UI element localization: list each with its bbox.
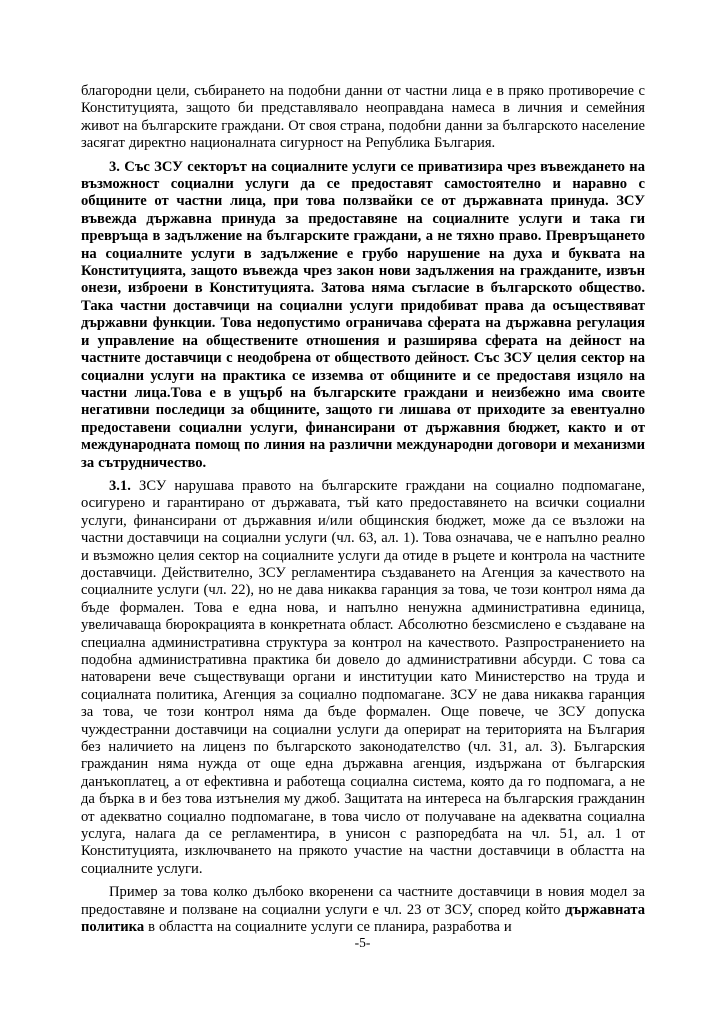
bold-phrase-state-policy: държавната политика (81, 901, 645, 936)
document-body (81, 83, 645, 943)
page-number: -5- (354, 935, 371, 950)
paragraph-text: ЗСУ нарушава правото на българските граждани на социално подпомагане, осигурено и гарантирано от държавата, тъй като предоставянето на всички социални услуги, финансирани от държавния и/или общинския бюджет, може да се възложи на частни доставчици на социални услуги (чл. 63, ал. 1). Това означава, че е напълно реално и възможно целия сектор на социалните услуги да отиде в ръцете и контрола на частните доставчици. Действително, ЗСУ регламентира създаването на Агенция за качеството на социалните услуги (чл. 22), но не дава никаква гаранция за това, че този контрол няма да бъде формален. Това е една нова, и напълно ненужна административна единица, увеличаваща бюрокрацията в конкретната област. Абсолютно безсмислено е създаване на специална административна структура за контрол на качеството. Разпространението на подобна административна практика би довело до административни абсурди. С това са натоварени вече съществуващи органи и институции като Министерство на труда и социалната политика, Агенция за социално подпомагане. ЗСУ не дава никаква гаранция за това, че този контрол няма да бъде формален. Още повече, че ЗСУ допуска чуждестранни доставчици на социални услуги да оперират на територията на България без наличието на лиценз по българското законодателство (чл. 31, ал. 3). Българския гражданин няма нужда от още една държавна агенция, издържана от българския данъкоплатец, а от ефективна и работеща социална система, която да го подпомага, а не да бърка в и без това изтънелия му джоб. Защитата на интереса на българския гражданин от адекватно социално подпомагане, в това число от получаване на адекватна социална услуга, налага да се регламентира, в унисон с разпоредбата на чл. 51, ал. 1 от Конституцията, изключването на прякото участие на частни доставчици в областта на социалните услуги. (81, 477, 645, 877)
paragraph-text: в областта на социалните услуги се планира, разработва и (144, 919, 512, 936)
paragraph-continuation (81, 83, 645, 153)
paragraph-text: 3. Със ЗСУ секторът на социалните услуги се приватизира чрез въвеждането на възможност социални услуги да се предоставят самостоятелно и наравно с общините от частни лица, при това ползвайки се от държавната принуда. ЗСУ въвежда държавна принуда за предоставяне на социалните услуги и така ги превръща в задължение на българските граждани, а не тяхно право. Превръщането на социалните услуги в задължение е грубо нарушение на духа и буквата на Конституцията, защото въвежда чрез закон нови задължения на гражданите, извън онези, изброени в Конституцията. Затова няма съгласие в българското общество. Така частни доставчици на социални услуги придобиват права да осъществяват държавни функции. Това недопустимо ограничава сферата на държавна регулация и управление на обществените отношения и разширява сферата на дейност на частните доставчици с неодобрена от обществото дейност. Със ЗСУ целия сектор на социални услуги на практика се изземва от общините и се предоставя изцяло на частни лица.Това е в ущърб на българските граждани и неизбежно има своите негативни последици за общините, защото ги лишава от приходите за евентуално предоставени социални услуги, финансирани от държавния бюджет, както и от международната помощ по линия на различни международни договори и механизми за сътрудничество. (81, 158, 645, 471)
paragraph-point-3 (81, 159, 645, 472)
paragraph-text: благородни цели, събирането на подобни данни от частни лица е в пряко противоречие с Конституцията, защото би представлявало неоправдана намеса в личния и семейния живот на българските граждани. От своя страна, подобни данни за българското население засягат директно националната сигурност на Република България. (81, 83, 645, 152)
paragraph-example (81, 884, 645, 936)
paragraph-text: Пример за това колко дълбоко вкоренени са частните доставчици в новия модел за предоставяне и ползване на социални услуги е чл. 23 от ЗСУ, според който (81, 884, 645, 918)
section-number-3-1: 3.1. (109, 477, 140, 494)
paragraph-point-3-1 (81, 478, 645, 878)
